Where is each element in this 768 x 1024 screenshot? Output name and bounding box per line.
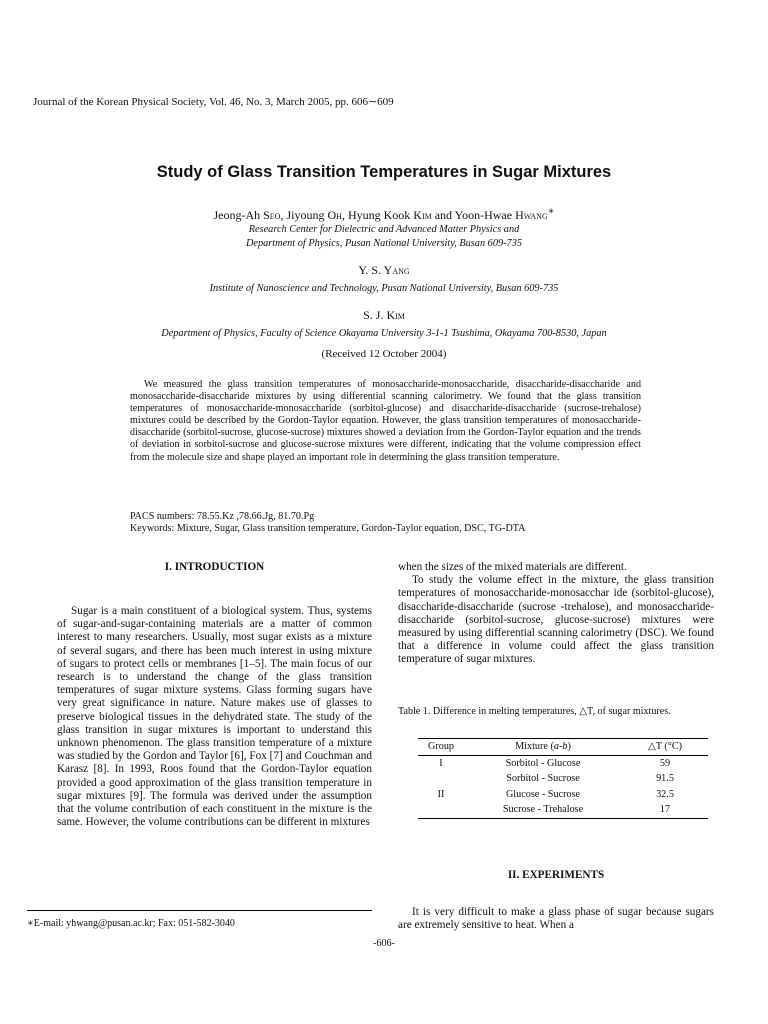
received-date: (Received 12 October 2004) <box>321 348 447 360</box>
section-heading-experiments: II. EXPERIMENTS <box>507 869 605 881</box>
group-cell <box>418 802 464 818</box>
section-heading-introduction: I. INTRODUCTION <box>164 561 265 573</box>
data-table <box>418 738 708 819</box>
abstract-text: We measured the glass transition temperatures of monosaccharide-monosaccharide, disaccharide-disaccharide and monosaccharide-disaccharide mixtures by using differential scanning calorimetry. We found that the glass transition temperatures of monosaccharide-monosaccharide (sorbitol-glucose) and disaccharide-disaccharide (sucrose-trehalose) mixtures could be described by the Gordon-Taylor equation. However, the glass transition temperatures of monosaccharide-disaccharide (sorbitol-sucrose, glucose-sucrose) mixtures showed a deviation from the Gordon-Taylor equation and the trends of deviation in sorbitol-sucrose and glucose-sucrose mixtures were different, indicating that the volume compression effect from the molecule size and shape played an important role in determining the glass transition temperature. <box>130 379 641 463</box>
author-given: Yoon-Hwae <box>454 208 516 222</box>
experiments-text <box>398 906 714 932</box>
continuation-line: when the sizes of the mixed materials are different. <box>398 561 627 573</box>
author-given: Hyung Kook <box>347 208 414 222</box>
page-number: -606- <box>373 938 395 949</box>
affiliation-2: Institute of Nanoscience and Technology, Pusan National University, Busan 609-735 <box>209 283 559 294</box>
pacs-keywords <box>130 511 525 535</box>
abstract <box>130 379 641 464</box>
group-cell: II <box>437 788 445 800</box>
affiliation-3: Department of Physics, Faculty of Science Okayama University 3-1-1 Tsushima, Okayama 700-8530, Japan <box>161 328 607 339</box>
author-3: S. J. Kim <box>363 308 405 322</box>
pacs-numbers: PACS numbers: 78.55.Kz ,78.66.Jg, 81.70.Pg <box>130 511 315 522</box>
table-header-row <box>418 739 708 756</box>
mixture-cell: Sorbitol - Glucose <box>505 757 581 769</box>
mixture-cell: Glucose - Sucrose <box>505 788 581 800</box>
author-given: Jiyoung <box>286 208 328 222</box>
author-surname: Oh <box>327 208 342 222</box>
introduction-text <box>57 605 372 829</box>
right-column-text <box>398 561 714 667</box>
footnote: ∗E-mail: yhwang@pusan.ac.kr; Fax: 051-582-3040 <box>27 918 235 929</box>
delta-t-cell: 59 <box>659 757 671 769</box>
mixture-cell: Sorbitol - Sucrose <box>506 773 580 785</box>
table-row <box>418 787 708 803</box>
intro-paragraph: Sugar is a main constituent of a biological system. Thus, systems of sugar-and-sugar-containing materials are a matter of common interest to many researchers. Usually, most sugar exists as a mixture of several sugars, and there has been much interest in using mixture of sugars to protect cells or membranes [1–5]. The main focus of our research is to understand the change of the glass transition temperatures of sugar mixture systems. Glass forming sugars have very great significance in nature. Nature makes use of glasses to preserve biological tissues in the dehydrated state. The study of the glass transition in sugar mixtures is important to understand this unknown phenomenon. The glass transition temperature of a mixture was studied by the Gordon and Taylor [6], Fox [7] and Couchman and Karasz [8]. In 1993, Roos found that the Gordon-Taylor equation provided a good approximation of the glass transition temperature in sugar mixtures [9]. The formula was derived under the assumption that the volume contribution of each constituent in the mixture is the same. However, the volume contributions can be different in mixtures <box>57 605 372 829</box>
experiments-paragraph: It is very difficult to make a glass phase of sugar because sugars are extremely sensitive to heat. When a <box>398 906 714 932</box>
author-conjunction: and <box>431 208 455 222</box>
delta-t-cell: 91.5 <box>656 773 674 785</box>
delta-t-cell: 32.5 <box>656 788 674 800</box>
author-surname: Seo <box>263 208 281 222</box>
author-given: Jeong-Ah <box>213 208 264 222</box>
column-header-delta-t: △T (°C) <box>622 739 708 756</box>
delta-t-cell: 17 <box>622 802 708 818</box>
author-2: Y. S. Yang <box>358 263 410 277</box>
column-header-group: Group <box>418 739 464 756</box>
table-row <box>418 771 708 787</box>
table-row <box>418 755 708 771</box>
column-header-mixture: Mixture (a-b) <box>464 739 622 756</box>
mixture-cell: Sucrose - Trehalose <box>464 802 622 818</box>
author-surname: Kim <box>413 208 432 222</box>
volume-effect-paragraph: To study the volume effect in the mixture, the glass transition temperatures of monosaccharide-monosacchar ide (sorbitol-glucose), disaccharide-disaccharide (sucrose -trehalose), and monosaccharide-disaccharide (sorbitol-sucrose, glucose-sucrose) mixtures were measured by using differential scanning calorimetry (DSC). We found that a difference in volume could affect the glass transition temperature of sugar mixtures. <box>398 574 714 666</box>
keywords: Keywords: Mixture, Sugar, Glass transition temperature, Gordon-Taylor equation, DSC, TG-DTA <box>130 523 526 535</box>
journal-citation: Journal of the Korean Physical Society, Vol. 46, No. 3, March 2005, pp. 606∼609 <box>33 96 394 108</box>
footnote-divider <box>27 910 372 911</box>
table-caption: Table 1. Difference in melting temperatures, △T, of sugar mixtures. <box>398 706 671 717</box>
footnote-marker: ∗ <box>547 206 555 217</box>
affiliation-line: Research Center for Dielectric and Advanced Matter Physics and <box>248 224 520 235</box>
author-list: Jeong-Ah Seo, Jiyoung Oh, Hyung Kook Kim and Yoon-Hwae Hwang∗ <box>213 206 555 222</box>
group-cell: I <box>439 757 443 769</box>
affiliation-line: Department of Physics, Pusan National University, Busan 609-735 <box>246 238 522 249</box>
paper-title: Study of Glass Transition Temperatures in Sugar Mixtures <box>156 163 612 181</box>
table-row <box>418 802 708 818</box>
affiliation-1 <box>40 223 728 251</box>
author-surname: Hwang <box>515 208 548 222</box>
group-cell <box>418 771 464 787</box>
